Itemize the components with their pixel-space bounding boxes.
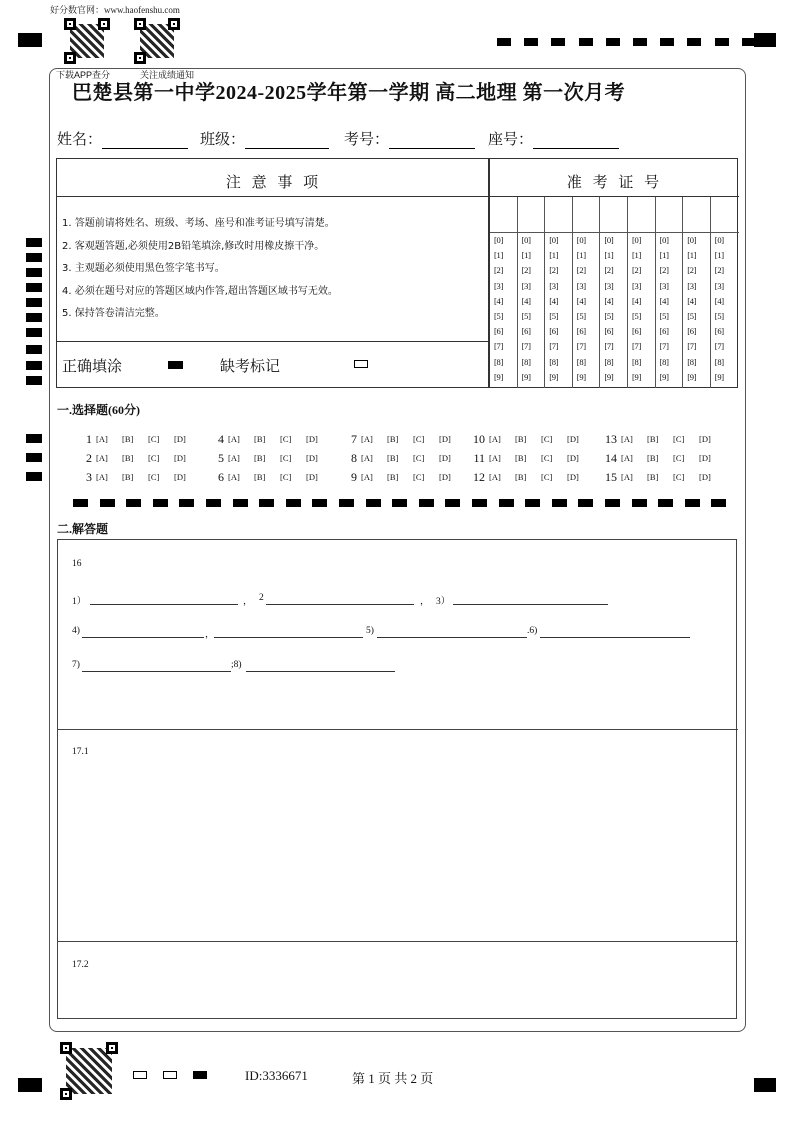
q16-4b-blank[interactable] (214, 637, 363, 638)
name-label: 姓名： (57, 130, 103, 148)
timing-mark (497, 38, 511, 46)
ticket-digit-bubble[interactable]: [5] (494, 311, 504, 321)
notice-title: 注 意 事 项 (225, 173, 322, 191)
timing-mark (179, 499, 194, 507)
ticket-digit-bubble[interactable]: [6] (659, 326, 669, 337)
choice-bubble[interactable]: [B] (387, 434, 399, 444)
ticket-digit-bubble[interactable]: [1] (576, 250, 586, 261)
ticket-digit-bubble[interactable]: [0] (576, 235, 586, 245)
ticket-digit-bubble[interactable]: [6] (632, 326, 642, 337)
timing-mark (715, 38, 729, 46)
ticket-digit-bubble[interactable]: [4] (714, 295, 724, 306)
name-field[interactable] (57, 128, 188, 149)
choice-bubble[interactable]: [B] (387, 472, 399, 482)
question-number: 14 (605, 451, 617, 465)
choice-bubble[interactable]: [B] (387, 453, 399, 463)
timing-mark (660, 38, 674, 46)
timing-mark (26, 253, 42, 262)
question-number: 11 (473, 451, 485, 465)
ticket-digit-bubble[interactable]: [7] (494, 341, 504, 352)
timing-mark (366, 499, 381, 507)
ticket-digit-bubble[interactable]: [2] (604, 265, 614, 276)
timing-mark (552, 499, 567, 507)
choice-bubble[interactable]: [A] (361, 453, 373, 463)
timing-mark (233, 499, 248, 507)
ticket-digit-bubble[interactable]: [3] (714, 280, 724, 291)
timing-mark (26, 345, 42, 354)
choice-bubble[interactable]: [D] (174, 472, 186, 482)
choice-bubble[interactable]: [D] (306, 453, 318, 463)
ticket-digit-column (711, 197, 739, 388)
choice-bubble[interactable]: [D] (174, 453, 186, 463)
ticket-digit-bubble[interactable]: [3] (521, 280, 531, 291)
qr-label-follow: 关注成绩通知 (140, 70, 195, 80)
q16-comma: ， (205, 630, 215, 640)
q16-comma: ， (243, 597, 253, 607)
q16-3-blank[interactable] (453, 604, 608, 605)
timing-mark (26, 313, 42, 322)
question-number: 2 (86, 451, 92, 465)
seat-field[interactable] (488, 128, 619, 149)
ticket-digit-bubble[interactable]: [0] (604, 235, 614, 245)
choice-bubble[interactable]: [B] (515, 472, 527, 482)
ticket-digit-column (545, 197, 573, 388)
ticket-digit-bubble[interactable]: [6] (549, 326, 559, 337)
ticket-digit-bubble[interactable]: [1] (714, 250, 724, 261)
choice-bubble[interactable]: [A] (361, 472, 373, 482)
choice-bubble[interactable]: [A] (96, 434, 108, 444)
ticket-digit-bubble[interactable]: [7] (576, 341, 586, 352)
choice-bubble[interactable]: [A] (228, 472, 240, 482)
choice-bubble[interactable]: [C] (280, 472, 292, 482)
ticket-digit-bubble[interactable]: [1] (521, 250, 531, 261)
ticket-digit-column (600, 197, 628, 388)
q16-3-label: 3） (436, 597, 451, 607)
ticket-digit-bubble[interactable]: [4] (604, 295, 614, 306)
timing-mark (100, 499, 115, 507)
choice-bubble[interactable]: [A] (228, 434, 240, 444)
ticket-digit-bubble[interactable]: [5] (714, 311, 724, 321)
timing-mark (392, 499, 407, 507)
ticket-digit-bubble[interactable]: [3] (632, 280, 642, 291)
qr-code-follow (134, 18, 180, 64)
choice-bubble[interactable]: [B] (122, 453, 134, 463)
question-number: 5 (218, 451, 224, 465)
timing-mark (525, 499, 540, 507)
question-number: 10 (473, 432, 485, 446)
timing-mark (26, 328, 42, 337)
choice-bubble[interactable]: [A] (96, 472, 108, 482)
timing-mark (126, 499, 141, 507)
timing-mark (606, 38, 620, 46)
timing-mark (711, 499, 726, 507)
question-number: 15 (605, 470, 617, 484)
ticket-digit-bubble[interactable]: [1] (604, 250, 614, 261)
ticket-digit-bubble[interactable]: [2] (576, 265, 586, 276)
question-number: 13 (605, 432, 617, 446)
ticket-digit-bubble[interactable]: [9] (687, 371, 697, 382)
choice-bubble[interactable]: [B] (515, 453, 527, 463)
timing-mark (26, 283, 42, 292)
timing-mark (312, 499, 327, 507)
choice-bubble[interactable]: [C] (280, 453, 292, 463)
ticket-digit-column (573, 197, 601, 388)
timing-mark (26, 453, 42, 462)
absent-mark-checkbox[interactable] (354, 360, 368, 368)
ticket-digit-bubble[interactable]: [0] (494, 235, 504, 245)
ticket-digit-column (518, 197, 546, 388)
q16-7-label: 7) (72, 660, 80, 670)
ticket-digit-bubble[interactable]: [5] (604, 311, 614, 321)
choice-bubble[interactable]: [B] (515, 434, 527, 444)
ticket-digit-bubble[interactable]: [8] (576, 356, 586, 367)
ticket-digit-bubble[interactable]: [9] (659, 371, 669, 382)
choice-bubble[interactable]: [D] (306, 472, 318, 482)
ticket-digit-bubble[interactable]: [9] (714, 371, 724, 382)
timing-mark (658, 499, 673, 507)
timing-mark (73, 499, 88, 507)
choice-bubble[interactable]: [A] (361, 434, 373, 444)
ticket-digit-bubble[interactable]: [8] (521, 356, 531, 367)
ticket-digit-bubble[interactable]: [8] (659, 356, 669, 367)
ticket-digit-bubble[interactable]: [8] (604, 356, 614, 367)
ticket-digit-bubble[interactable]: [2] (659, 265, 669, 276)
q16-4-blank[interactable] (82, 637, 204, 638)
choice-bubble[interactable]: [B] (647, 453, 659, 463)
choice-bubble[interactable]: [B] (254, 472, 266, 482)
choice-bubble[interactable]: [C] (413, 472, 425, 482)
ticket-digit-bubble[interactable]: [7] (632, 341, 642, 352)
ticket-digit-bubble[interactable]: [0] (659, 235, 669, 245)
choice-bubble[interactable]: [D] (439, 453, 451, 463)
timing-mark (26, 238, 42, 247)
ticket-digit-bubble[interactable]: [2] (521, 265, 531, 276)
ticket-digit-bubble[interactable]: [3] (687, 280, 697, 291)
choice-bubble[interactable]: [A] (489, 434, 501, 444)
q16-8-blank[interactable] (246, 671, 395, 672)
ticket-digit-column (628, 197, 656, 388)
question-number: 7 (351, 432, 357, 446)
ticket-digit-bubble[interactable]: [3] (576, 280, 586, 291)
q17-2-answer-area[interactable] (58, 975, 736, 1017)
ticket-digit-bubble[interactable]: [7] (604, 341, 614, 352)
ticket-digit-bubble[interactable]: [5] (576, 311, 586, 321)
q17-1-answer-area[interactable] (58, 762, 736, 938)
q16-2-blank[interactable] (266, 604, 414, 605)
ticket-number-box (489, 158, 738, 388)
ticket-digit-bubble[interactable]: [3] (659, 280, 669, 291)
correct-fill-label: 正确填涂 (62, 357, 123, 375)
ticket-digit-bubble[interactable]: [5] (549, 311, 559, 321)
ticket-digit-bubble[interactable]: [7] (521, 341, 531, 352)
choice-bubble[interactable]: [D] (567, 434, 579, 444)
choice-bubble[interactable]: [C] (673, 472, 685, 482)
question-number: 1 (86, 432, 92, 446)
timing-mark (26, 298, 42, 307)
page-marker-open (133, 1071, 147, 1079)
ticket-digit-bubble[interactable]: [0] (714, 235, 724, 245)
question-number: 4 (218, 432, 224, 446)
timing-mark (472, 499, 487, 507)
choice-bubble[interactable]: [D] (306, 434, 318, 444)
registration-mark (754, 33, 776, 47)
registration-mark (18, 1078, 42, 1092)
site-label: 好分数官网：www.haofenshu.com (50, 5, 180, 15)
class-label: 班级： (200, 130, 246, 148)
notice-item: 2. 客观题答题,必须使用2B铅笔填涂,修改时用橡皮擦干净。 (62, 240, 325, 252)
q16-5-blank[interactable] (377, 637, 527, 638)
timing-mark (26, 268, 42, 277)
section-choice-title: 一.选择题(60分) (57, 403, 140, 417)
choice-bubble[interactable]: [D] (174, 434, 186, 444)
choice-bubble[interactable]: [C] (148, 453, 160, 463)
ticket-digit-bubble[interactable]: [7] (549, 341, 559, 352)
section-answer-title: 二.解答题 (57, 522, 109, 536)
choice-bubble[interactable]: [C] (541, 434, 553, 444)
ticket-digit-bubble[interactable]: [1] (494, 250, 504, 261)
q17-2-label: 17.2 (72, 960, 89, 970)
choice-bubble[interactable]: [B] (254, 453, 266, 463)
choice-bubble[interactable]: [A] (489, 472, 501, 482)
ticket-digit-bubble[interactable]: [4] (521, 295, 531, 306)
ticket-digit-bubble[interactable]: [8] (549, 356, 559, 367)
notice-item: 5. 保持答卷清洁完整。 (62, 308, 165, 319)
ticket-digit-bubble[interactable]: [8] (714, 356, 724, 367)
ticket-digit-bubble[interactable]: [4] (494, 295, 504, 306)
ticket-digit-bubble[interactable]: [2] (714, 265, 724, 276)
question-number: 9 (351, 470, 357, 484)
timing-mark (26, 434, 42, 443)
choice-bubble[interactable]: [A] (621, 453, 633, 463)
timing-mark (339, 499, 354, 507)
timing-mark (685, 499, 700, 507)
ticket-digit-bubble[interactable]: [0] (521, 235, 531, 245)
ticket-digit-bubble[interactable]: [0] (549, 235, 559, 245)
correct-fill-sample (168, 361, 183, 369)
choice-bubble[interactable]: [D] (567, 472, 579, 482)
choice-bubble[interactable]: [C] (413, 453, 425, 463)
question-number: 12 (473, 470, 485, 484)
ticket-digit-bubble[interactable]: [6] (494, 326, 504, 337)
question-number: 3 (86, 470, 92, 484)
absent-mark-label: 缺考标记 (220, 357, 281, 375)
choice-bubble[interactable]: [C] (541, 453, 553, 463)
ticket-digit-bubble[interactable]: [8] (687, 356, 697, 367)
ticket-digit-bubble[interactable]: [5] (687, 311, 697, 321)
timing-mark (153, 499, 168, 507)
ticket-digit-bubble[interactable]: [9] (632, 371, 642, 382)
ticket-digit-bubble[interactable]: [9] (604, 371, 614, 382)
choice-bubble[interactable]: [C] (148, 434, 160, 444)
q17-1-label: 17.1 (72, 747, 89, 757)
ticket-digit-bubble[interactable]: [5] (659, 311, 669, 321)
ticket-digit-bubble[interactable]: [2] (632, 265, 642, 276)
q16-7-blank[interactable] (82, 671, 231, 672)
choice-bubble[interactable]: [C] (673, 453, 685, 463)
ticket-digit-bubble[interactable]: [0] (632, 235, 642, 245)
question-number: 8 (351, 451, 357, 465)
choice-bubble[interactable]: [D] (567, 453, 579, 463)
qr-code-download (64, 18, 110, 64)
ticket-digit-bubble[interactable]: [7] (659, 341, 669, 352)
notice-item: 3. 主观题必须使用黑色签字笔书写。 (62, 263, 225, 274)
ticket-digit-bubble[interactable]: [6] (576, 326, 586, 337)
ticket-digit-bubble[interactable]: [0] (687, 235, 697, 245)
choice-bubble[interactable]: [B] (122, 472, 134, 482)
ticket-digit-bubble[interactable]: [4] (576, 295, 586, 306)
ticket-digit-bubble[interactable]: [1] (687, 250, 697, 261)
notice-list (62, 214, 338, 327)
ticket-digit-bubble[interactable]: [6] (714, 326, 724, 337)
q16-4-label: 4) (72, 626, 80, 636)
timing-mark (742, 38, 756, 46)
ticket-digit-bubble[interactable]: [9] (494, 371, 504, 382)
timing-mark (578, 499, 593, 507)
ticket-digit-bubble[interactable]: [6] (604, 326, 614, 337)
choice-bubble[interactable]: [C] (541, 472, 553, 482)
ticket-digit-bubble[interactable]: [1] (632, 250, 642, 261)
choice-bubble[interactable]: [C] (673, 434, 685, 444)
q16-6-blank[interactable] (540, 637, 690, 638)
qr-code-footer (60, 1042, 118, 1100)
choice-bubble[interactable]: [A] (96, 453, 108, 463)
choice-bubble[interactable]: [D] (699, 453, 711, 463)
timing-mark (687, 38, 701, 46)
choice-bubble[interactable]: [C] (280, 434, 292, 444)
ticket-digit-bubble[interactable]: [5] (632, 311, 642, 321)
timing-mark (499, 499, 514, 507)
ticket-digit-bubble[interactable]: [8] (632, 356, 642, 367)
ticket-digit-column (490, 197, 518, 388)
choice-bubble[interactable]: [A] (621, 472, 633, 482)
timing-mark (419, 499, 434, 507)
choice-bubble[interactable]: [D] (699, 434, 711, 444)
q16-2-label: 2 (259, 593, 264, 603)
q16-8-label: ;8) (231, 660, 242, 670)
qr-label-download: 下载APP查分 (56, 70, 111, 80)
choice-bubble[interactable]: [B] (647, 472, 659, 482)
exam-title: 巴楚县第一中学2024-2025学年第一学期 高二地理 第一次月考 (72, 82, 626, 104)
exam-number-label: 考号： (344, 130, 390, 148)
question-number: 6 (218, 470, 224, 484)
ticket-digit-bubble[interactable]: [9] (549, 371, 559, 382)
ticket-digit-bubble[interactable]: [9] (576, 371, 586, 382)
ticket-digit-bubble[interactable]: [2] (494, 265, 504, 276)
page-indicator: 第 1 页 共 2 页 (352, 1071, 434, 1086)
ticket-digit-column (683, 197, 711, 388)
choice-bubble[interactable]: [B] (647, 434, 659, 444)
choice-bubble[interactable]: [B] (254, 434, 266, 444)
ticket-digit-bubble[interactable]: [3] (494, 280, 504, 291)
ticket-digit-bubble[interactable]: [4] (549, 295, 559, 306)
ticket-digit-bubble[interactable]: [1] (549, 250, 559, 261)
choice-bubble[interactable]: [A] (621, 434, 633, 444)
timing-mark (206, 499, 221, 507)
choice-bubble[interactable]: [C] (148, 472, 160, 482)
q16-1-blank[interactable] (90, 604, 238, 605)
ticket-digit-bubble[interactable]: [3] (604, 280, 614, 291)
ticket-digit-bubble[interactable]: [6] (521, 326, 531, 337)
ticket-digit-bubble[interactable]: [4] (659, 295, 669, 306)
seat-label: 座号： (488, 130, 534, 148)
registration-mark (18, 33, 42, 47)
ticket-digit-bubble[interactable]: [8] (494, 356, 504, 367)
ticket-digit-bubble[interactable]: [2] (549, 265, 559, 276)
ticket-digit-bubble[interactable]: [5] (521, 311, 531, 321)
ticket-digit-column (656, 197, 684, 388)
q16-6-label: .6) (527, 626, 538, 636)
choice-bubble[interactable]: [B] (122, 434, 134, 444)
choice-bubble[interactable]: [D] (439, 472, 451, 482)
ticket-number-title: 准 考 证 号 (566, 173, 663, 191)
ticket-digit-bubble[interactable]: [6] (687, 326, 697, 337)
ticket-digit-bubble[interactable]: [7] (687, 341, 697, 352)
timing-mark (26, 376, 42, 385)
timing-mark (26, 361, 42, 370)
choice-bubble[interactable]: [D] (439, 434, 451, 444)
timing-mark (632, 499, 647, 507)
page-marker-open (163, 1071, 177, 1079)
ticket-digit-bubble[interactable]: [4] (687, 295, 697, 306)
timing-mark (26, 472, 42, 481)
q16-5-label: 5) (366, 626, 374, 636)
registration-mark (754, 1078, 776, 1092)
timing-mark (286, 499, 301, 507)
notice-item: 1. 答题前请将姓名、班级、考场、座号和准考证号填写清楚。 (62, 218, 335, 229)
ticket-digit-bubble[interactable]: [1] (659, 250, 669, 261)
timing-mark (551, 38, 565, 46)
choice-bubble[interactable]: [A] (489, 453, 501, 463)
q16-label: 16 (72, 559, 82, 569)
ticket-digit-bubble[interactable]: [4] (632, 295, 642, 306)
ticket-digit-bubble[interactable]: [9] (521, 371, 531, 382)
ticket-digit-bubble[interactable]: [2] (687, 265, 697, 276)
timing-mark (445, 499, 460, 507)
q16-1-label: 1） (72, 597, 87, 607)
sheet-id: ID:3336671 (245, 1068, 308, 1083)
q16-comma: ， (420, 597, 430, 607)
timing-mark (633, 38, 647, 46)
timing-mark (579, 38, 593, 46)
choice-bubble[interactable]: [D] (699, 472, 711, 482)
notice-item: 4. 必须在题号对应的答题区域内作答,超出答题区域书写无效。 (62, 285, 338, 297)
choice-bubble[interactable]: [A] (228, 453, 240, 463)
page-marker-filled (193, 1071, 207, 1079)
ticket-digit-bubble[interactable]: [7] (714, 341, 724, 352)
timing-mark (259, 499, 274, 507)
ticket-digit-bubble[interactable]: [3] (549, 280, 559, 291)
choice-bubble[interactable]: [C] (413, 434, 425, 444)
class-field[interactable] (200, 128, 329, 149)
timing-mark (605, 499, 620, 507)
timing-mark (524, 38, 538, 46)
exam-number-field[interactable] (344, 128, 475, 149)
